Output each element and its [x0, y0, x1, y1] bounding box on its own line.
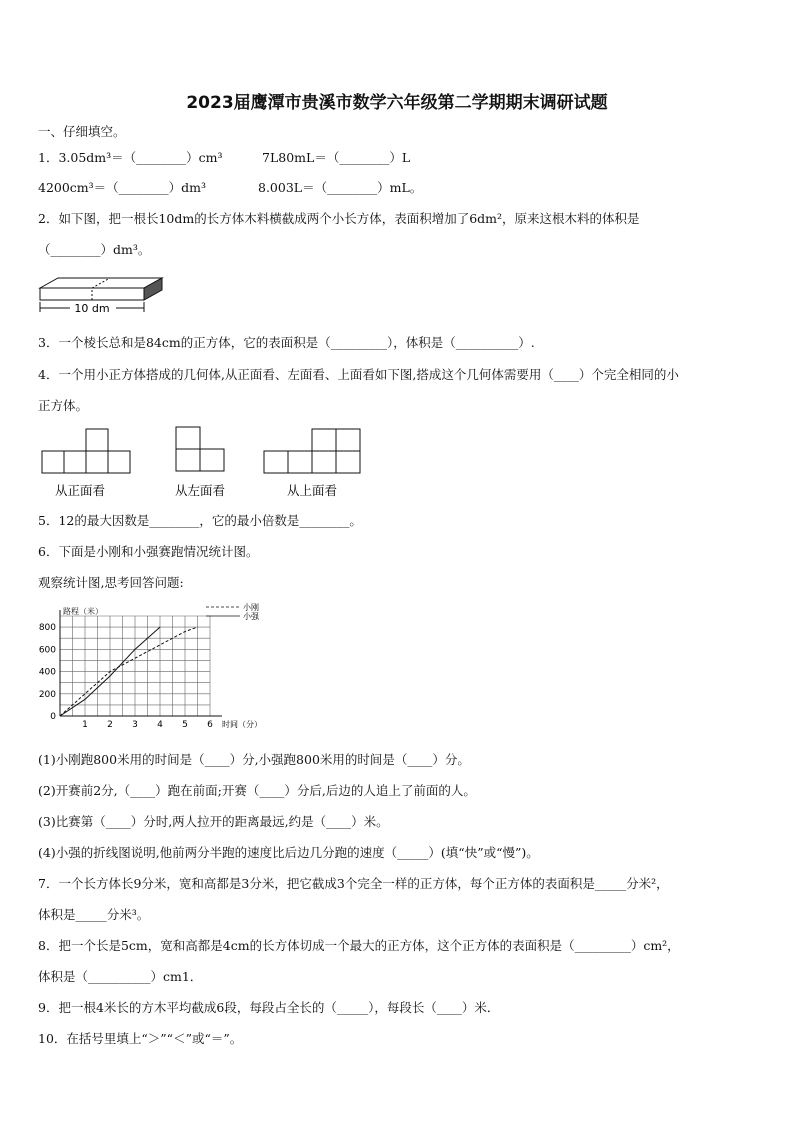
- section-heading: 一、仔细填空。: [38, 124, 126, 139]
- three-views-figure: [40, 425, 370, 505]
- q6-line1: 6．下面是小刚和小强赛跑情况统计图。: [38, 544, 259, 559]
- y-tick-label: 600: [38, 645, 56, 656]
- x-tick-label: 2: [107, 720, 113, 730]
- cuboid-figure: [36, 270, 166, 318]
- q3: 3．一个棱长总和是84cm的正方体，它的表面积是（_________），体积是（__________）.: [38, 335, 535, 350]
- cuboid-top-face: [40, 278, 162, 288]
- x-tick-label: 1: [82, 720, 88, 730]
- q7-line1: 7．一个长方体长9分米，宽和高都是3分米，把它截成3个完全一样的正方体，每个正方体的表面积是_____分米²，: [38, 876, 669, 891]
- q4-line1: 4．一个用小正方体搭成的几何体,从正面看、左面看、上面看如下图,搭成这个几何体需要用（____）个完全相同的小: [38, 367, 679, 382]
- front-view-grid: [42, 429, 130, 473]
- x-tick-label: 5: [182, 720, 188, 730]
- q8-line2: 体积是（__________）cm1．: [38, 969, 203, 984]
- q1-b: 7L80mL＝（________）L: [262, 150, 411, 165]
- q2-line2: （________）dm³。: [38, 242, 151, 257]
- x-axis-label: 时间（分）: [222, 720, 262, 729]
- q9: 9．把一根4米长的方木平均截成6段，每段占全长的（_____），每段长（____）米．: [38, 1000, 500, 1015]
- q2-line1: 2．如下图，把一根长10dm的长方体木料横截成两个小长方体，表面积增加了6dm²，原来这根木料的体积是: [38, 211, 640, 226]
- dimension-label: 10 dm: [74, 302, 110, 315]
- x-tick-label: 6: [207, 720, 213, 730]
- q8-line1: 8．把一个长是5cm，宽和高都是4cm的长方体切成一个最大的正方体，这个正方体的表面积是（_________）cm²，: [38, 938, 680, 953]
- q1-c: 4200cm³＝（________）dm³: [38, 180, 207, 195]
- q6-sub3: (3)比赛第（____）分时,两人拉开的距离最远,约是（____）米。: [38, 814, 389, 829]
- x-tick-label: 4: [157, 720, 163, 730]
- y-tick-label: 800: [38, 623, 56, 634]
- y-axis-label: 路程（米）: [63, 607, 103, 616]
- legend-label: 小刚: [243, 603, 259, 612]
- top-view-label: 从上面看: [286, 483, 338, 498]
- q5: 5．12的最大因数是________，它的最小倍数是________。: [38, 513, 362, 528]
- q6-sub2: (2)开赛前2分,（____）跑在前面;开赛（____）分后,后边的人追上了前面的人。: [38, 783, 476, 798]
- q6-sub4: (4)小强的折线图说明,他前两分半跑的速度比后边几分跑的速度（_____）(填“快”或“慢”)。: [38, 845, 539, 860]
- top-view-grid: [264, 429, 360, 473]
- left-view-grid: [176, 427, 224, 471]
- y-tick-label: 0: [50, 712, 56, 722]
- q7-line2: 体积是_____分米³。: [38, 907, 150, 922]
- race-line-chart: [34, 602, 284, 732]
- q4-line2: 正方体。: [38, 398, 89, 413]
- y-tick-label: 400: [38, 667, 56, 678]
- q1-a: 1．3.05dm³＝（________）cm³: [38, 150, 223, 165]
- q6-sub1: (1)小刚跑800米用的时间是（____）分,小强跑800米用的时间是（____）分。: [38, 752, 470, 767]
- front-view-label: 从正面看: [54, 483, 106, 498]
- page-title: 2023届鹰潭市贵溪市数学六年级第二学期期末调研试题: [186, 93, 608, 113]
- x-tick-label: 3: [132, 720, 138, 730]
- q6-line2: 观察统计图,思考回答问题:: [38, 575, 184, 590]
- q1-d: 8.003L＝（________）mL。: [258, 180, 423, 195]
- legend-label: 小强: [243, 612, 259, 621]
- q10: 10．在括号里填上“＞”“＜”或“＝”。: [38, 1031, 243, 1046]
- left-view-label: 从左面看: [174, 483, 226, 498]
- y-tick-label: 200: [38, 689, 56, 700]
